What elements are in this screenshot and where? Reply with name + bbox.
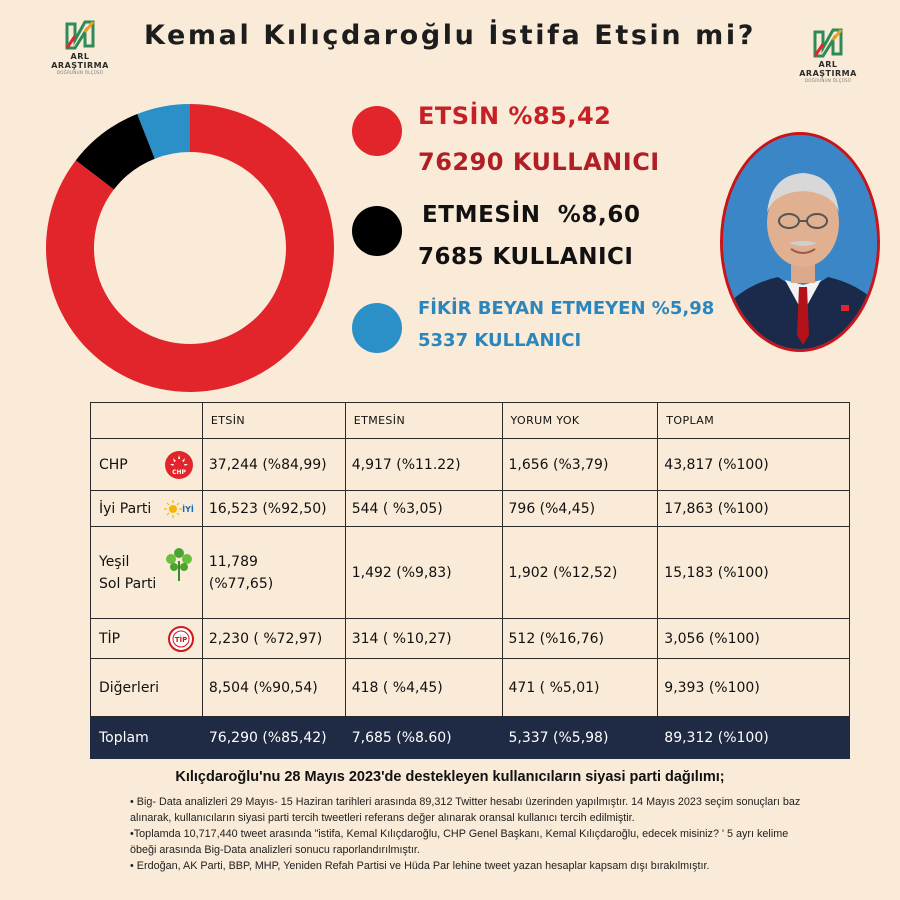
party-name-line: Yeşil: [99, 553, 130, 570]
party-cell: [91, 439, 203, 491]
portrait-photo: [720, 132, 880, 352]
tip-logo-icon: [168, 626, 194, 652]
table-cell: 544 ( %3,05): [345, 491, 502, 527]
legend-label: ETMESİN %8,60: [422, 202, 641, 228]
table-row: [91, 659, 850, 717]
svg-text:İYİ: İYİ: [182, 504, 194, 514]
table-cell: 5,337 (%5,98): [502, 717, 658, 759]
brand-name: ARL ARAŞTIRMA: [51, 52, 109, 70]
page-title: Kemal Kılıçdaroğlu İstifa Etsin mi?: [143, 20, 757, 51]
table-cell: 4,917 (%11.22): [345, 439, 502, 491]
note-item: • Big- Data analizleri 29 Mayıs- 15 Haziran tarihleri arasında 89,312 Twitter hesabı üzerinden yapılmıştır. 14 Mayıs 2023 seçim sonuçları baz alınarak, kullanıcıların siyasi parti tercih tweetleri referans değer alınarak oransal kullanıcı tercih edilmiştir.: [130, 796, 801, 824]
table-cell: 7,685 (%8.60): [345, 717, 502, 759]
table-cell: 471 ( %5,01): [502, 659, 658, 717]
methodology-notes: [130, 795, 810, 876]
table-cell: 796 (%4,45): [502, 491, 658, 527]
table-cell: 1,902 (%12,52): [502, 527, 658, 619]
party-cell: [91, 491, 203, 527]
legend-label: FİKİR BEYAN ETMEYEN %5,98: [418, 298, 715, 319]
party-name: [99, 551, 156, 595]
table-cell: 512 (%16,76): [502, 619, 658, 659]
party-cell: [91, 619, 203, 659]
table-cell-line: 11,789: [208, 553, 258, 570]
note-item: •Toplamda 10,717,440 tweet arasında "istifa, Kemal Kılıçdaroğlu, CHP Genel Başkanı, Kemal Kılıçdaroğlu, edecek misiniz? ' 5 ayrı kelime öbeği arasında Big-Data analizleri sonucu raporlandırılmıştır.: [130, 828, 789, 856]
table-header-party: [91, 403, 203, 439]
party-breakdown-table: [90, 402, 850, 759]
donut-chart: [44, 102, 336, 394]
party-name: CHP: [99, 456, 128, 473]
brand-tagline: DOĞRUNUN ÖLÇÜSÜ: [56, 70, 104, 75]
table-cell-line: (%77,65): [208, 575, 274, 592]
svg-text:TİP: TİP: [174, 635, 188, 644]
table-header-etmesin: ETMESİN: [345, 403, 502, 439]
legend-count: 7685 KULLANICI: [418, 244, 634, 270]
table-cell: 3,056 (%100): [658, 619, 850, 659]
table-cell: 1,492 (%9,83): [345, 527, 502, 619]
table-cell: 43,817 (%100): [658, 439, 850, 491]
table-cell: 16,523 (%92,50): [202, 491, 345, 527]
table-header-etsin: ETSİN: [202, 403, 345, 439]
legend-label: ETSİN %85,42: [418, 102, 612, 130]
legend-count: 5337 KULLANICI: [418, 330, 582, 351]
table-cell: 2,230 ( %72,97): [202, 619, 345, 659]
table-header-row: [91, 403, 850, 439]
legend-count: 76290 KULLANICI: [418, 148, 660, 176]
party-name: TİP: [99, 630, 121, 647]
table-cell: 76,290 (%85,42): [202, 717, 345, 759]
party-cell: [91, 659, 203, 717]
note-item: • Erdoğan, AK Parti, BBP, MHP, Yeniden Refah Partisi ve Hüda Par lehine tweet yazan hesaplar kapsam dışı bırakılmıştır.: [130, 860, 710, 872]
table-cell: 15,183 (%100): [658, 527, 850, 619]
legend-swatch-blue: [352, 303, 402, 353]
iyi-parti-logo-icon: [164, 498, 194, 520]
legend-swatch-black: [352, 206, 402, 256]
table-cell: 37,244 (%84,99): [202, 439, 345, 491]
table-cell: 1,656 (%3,79): [502, 439, 658, 491]
total-label: Toplam: [91, 717, 203, 759]
svg-text:CHP: CHP: [171, 468, 186, 476]
party-name: İyi Parti: [99, 500, 152, 517]
table-row: [91, 491, 850, 527]
table-row: [91, 527, 850, 619]
table-subtitle: Kılıçdaroğlu'nu 28 Mayıs 2023'de destekleyen kullanıcıların siyasi parti dağılımı;: [175, 769, 725, 785]
table-row: [91, 439, 850, 491]
table-cell: [202, 527, 345, 619]
party-name: Diğerleri: [99, 679, 160, 696]
party-cell: [91, 527, 203, 619]
table-header-toplam: TOPLAM: [658, 403, 850, 439]
table-cell: 418 ( %4,45): [345, 659, 502, 717]
table-cell: 8,504 (%90,54): [202, 659, 345, 717]
party-name-line: Sol Parti: [99, 575, 157, 592]
brand-tagline: DOĞRUNUN ÖLÇÜSÜ: [804, 78, 852, 83]
table-row: [91, 619, 850, 659]
yesil-sol-parti-logo-icon: [164, 543, 194, 583]
portrait-illustration: [723, 135, 880, 352]
table-cell: 9,393 (%100): [658, 659, 850, 717]
legend-swatch-red: [352, 106, 402, 156]
brand-name: ARL ARAŞTIRMA: [799, 60, 857, 78]
table-cell: 17,863 (%100): [658, 491, 850, 527]
chp-logo-icon: [164, 450, 194, 480]
table-header-yorum-yok: YORUM YOK: [502, 403, 658, 439]
table-total-row: [91, 717, 850, 759]
table-cell: 89,312 (%100): [658, 717, 850, 759]
table-cell: 314 ( %10,27): [345, 619, 502, 659]
